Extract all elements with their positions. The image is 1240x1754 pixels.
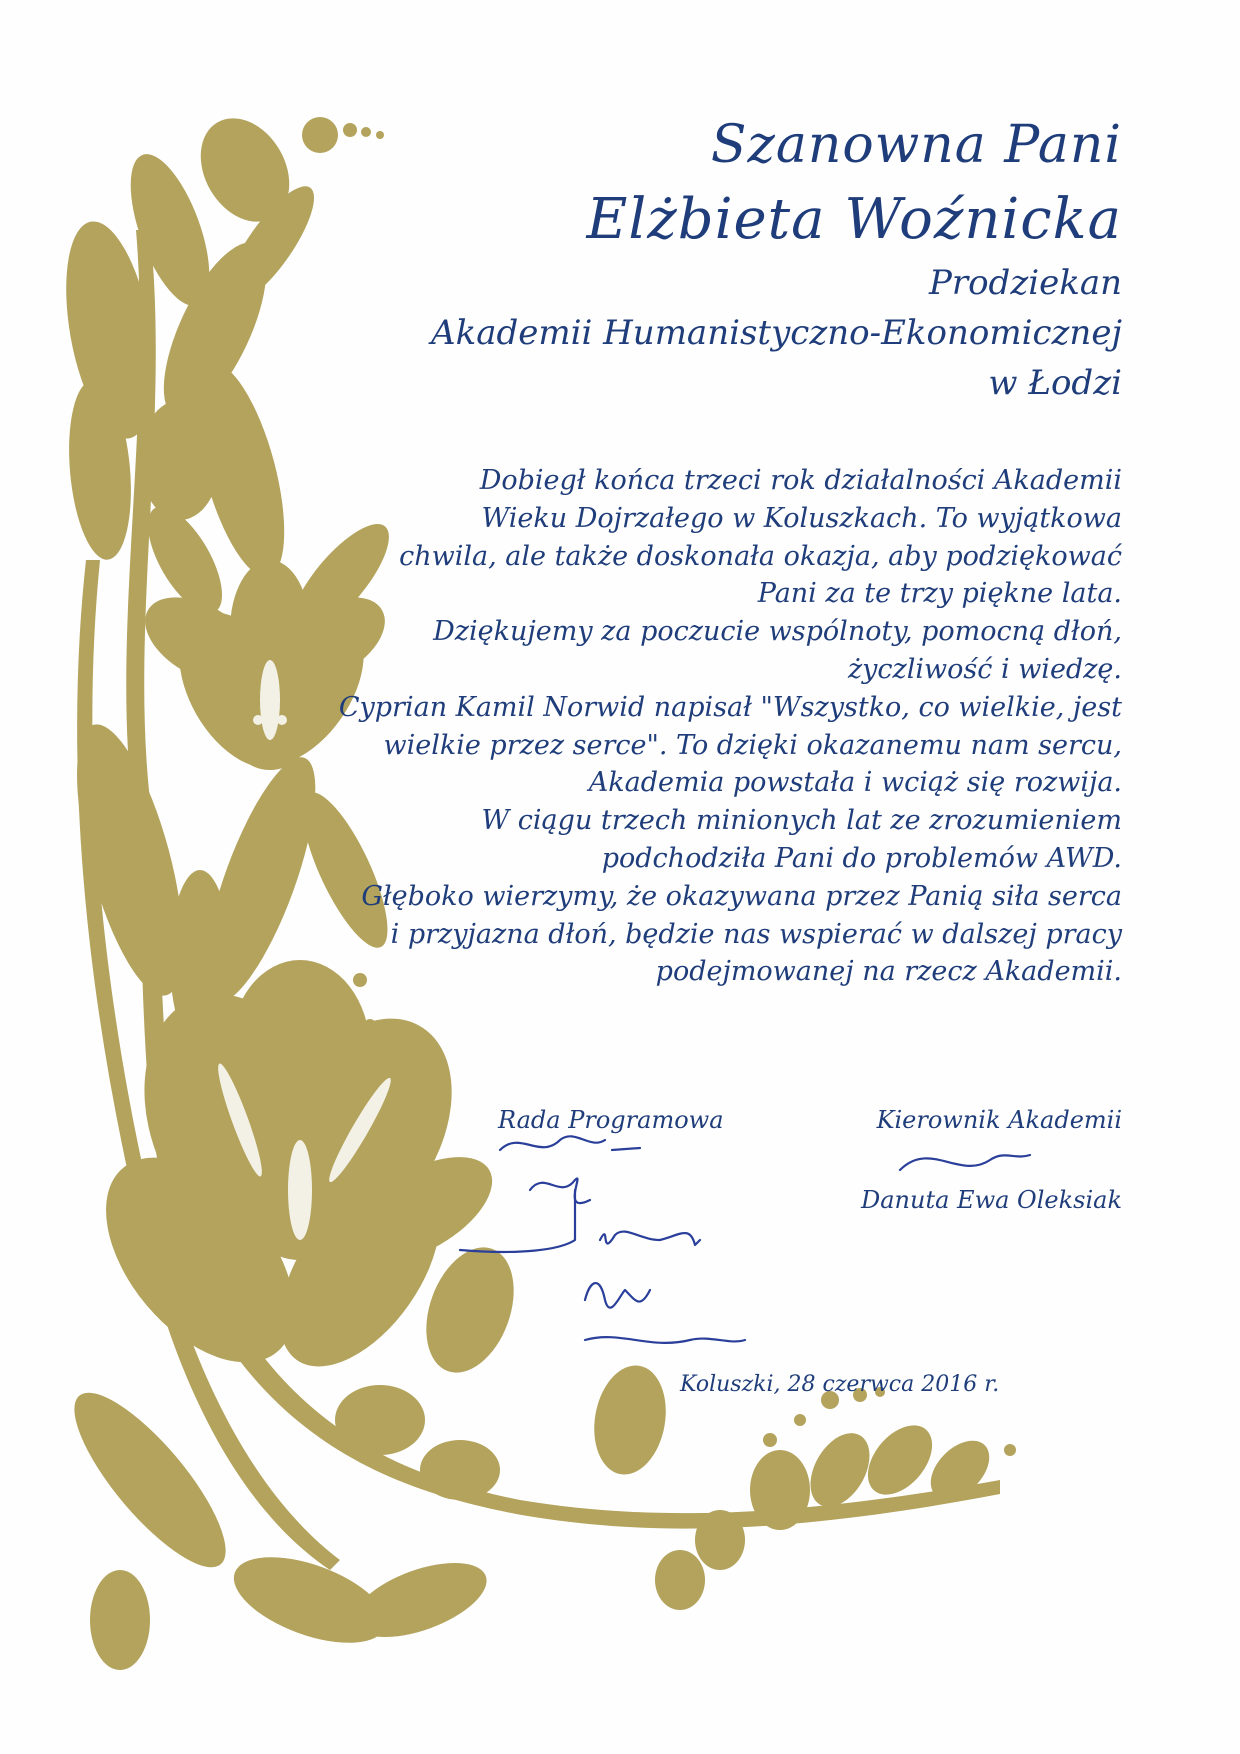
handwritten-signature <box>585 1283 650 1308</box>
signature-label-program-council: Rada Programowa <box>498 1106 724 1134</box>
recipient-title-line: Akademii Humanistyczno-Ekonomicznej <box>431 313 1122 353</box>
place-and-date: Koluszki, 28 czerwca 2016 r. <box>680 1372 1000 1397</box>
body-line: Wieku Dojrzałego w Koluszkach. To wyjątkowa <box>481 502 1122 534</box>
handwritten-signature <box>530 1179 590 1204</box>
body-line: Głęboko wierzymy, że okazywana przez Panią siła serca <box>361 880 1122 912</box>
body-line: podejmowanej na rzecz Akademii. <box>655 956 1122 988</box>
body-line: chwila, ale także doskonała okazja, aby podziękować <box>399 540 1122 572</box>
handwritten-signature <box>900 1155 1030 1170</box>
body-line: życzliwość i wiedzę. <box>847 653 1122 685</box>
body-line: i przyjazna dłoń, będzie nas wspierać w dalszej pracy <box>390 918 1122 950</box>
body-line: W ciągu trzech minionych lat ze zrozumieniem <box>481 805 1122 837</box>
signature-label-academy-head: Kierownik Akademii <box>876 1106 1122 1134</box>
body-line: Akademia powstała i wciąż się rozwija. <box>588 767 1122 799</box>
body-line: wielkie przez serce". To dzięki okazanemu nam sercu, <box>383 729 1122 761</box>
body-line: Pani za te trzy piękne lata. <box>757 578 1122 610</box>
handwritten-signature <box>500 1136 640 1150</box>
recipient-name: Elżbieta Woźnicka <box>586 187 1122 252</box>
body-line: Dobiegł końca trzeci rok działalności Akademii <box>479 465 1122 496</box>
body-line: Cyprian Kamil Norwid napisał "Wszystko, co wielkie, jest <box>338 691 1122 723</box>
handwritten-signature <box>585 1337 745 1343</box>
signature-name-academy-head: Danuta Ewa Oleksiak <box>861 1186 1122 1214</box>
salutation: Szanowna Pani <box>710 115 1122 175</box>
handwritten-signature <box>600 1232 700 1245</box>
handwritten-signature <box>460 1190 575 1252</box>
body-line: podchodziła Pani do problemów AWD. <box>601 842 1122 874</box>
recipient-title-line: Prodziekan <box>928 263 1122 303</box>
recipient-title-line: w Łodzi <box>988 363 1122 403</box>
body-line: Dziękujemy za poczucie wspólnoty, pomocną dłoń, <box>433 616 1122 648</box>
